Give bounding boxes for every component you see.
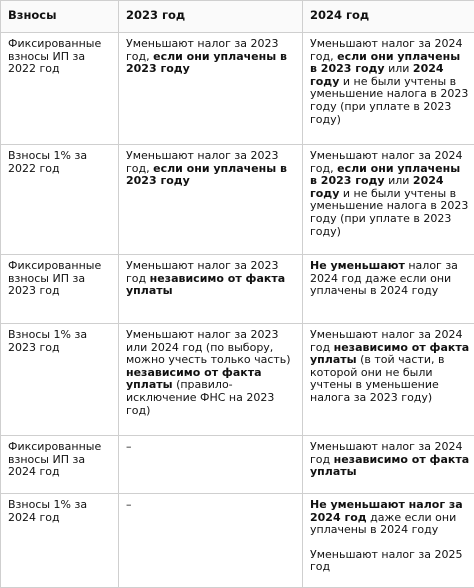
cell-2023: Уменьшают налог за 2023 год, если они уплачены в 2023 году [119,33,303,145]
table-row [1,324,474,436]
cell-2023: Уменьшают налог за 2023 год независимо от факта уплаты [119,255,303,324]
table-row [1,436,474,494]
row-label: Взносы 1% за 2022 год [1,145,119,255]
cell-2024: Не уменьшают налог за 2024 год даже если они уплачены в 2024 году Уменьшают налог за 2025 год [303,494,474,588]
cell-2024: Уменьшают налог за 2024 год независимо от факта уплаты [303,436,474,494]
cell-2023: Уменьшают налог за 2023 год, если они уплачены в 2023 году [119,145,303,255]
header-year-2023: 2023 год [119,1,303,33]
cell-2024: Не уменьшают налог за 2024 год даже если они уплачены в 2024 году [303,255,474,324]
table-row [1,255,474,324]
cell-2024: Уменьшают налог за 2024 год независимо от факта уплаты (в той части, в которой они не были учтены в уменьшение налога за 2023 году) [303,324,474,436]
cell-2023-empty: – [119,436,303,494]
cell-2023: Уменьшают налог за 2023 или 2024 год (по выбору, можно учесть только часть) независимо от факта уплаты (правило-исключение ФНС на 2023 год) [119,324,303,436]
row-label: Взносы 1% за 2023 год [1,324,119,436]
table-row [1,494,474,588]
row-label: Фиксированные взносы ИП за 2022 год [1,33,119,145]
cell-2023-empty: – [119,494,303,588]
cell-2024: Уменьшают налог за 2024 год, если они уплачены в 2023 году или 2024 году и не были учтены в уменьшение налога в 2023 году (при уплате в 2023 году) [303,33,474,145]
table-header-row [1,1,474,33]
header-year-2024: 2024 год [303,1,474,33]
row-label: Взносы 1% за 2024 год [1,494,119,588]
table-row [1,145,474,255]
header-contributions: Взносы [1,1,119,33]
row-label: Фиксированные взносы ИП за 2023 год [1,255,119,324]
table-row [1,33,474,145]
row-label: Фиксированные взносы ИП за 2024 год [1,436,119,494]
cell-2024: Уменьшают налог за 2024 год, если они уплачены в 2023 году или 2024 году и не были учтены в уменьшение налога в 2023 году (при уплате в 2023 году) [303,145,474,255]
